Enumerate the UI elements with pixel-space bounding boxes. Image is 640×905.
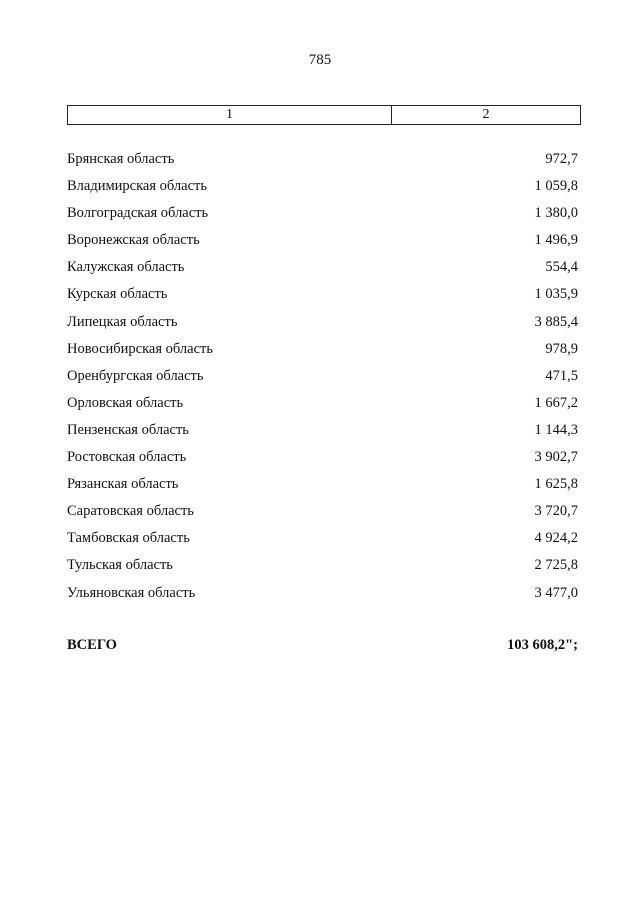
table-row [67,229,578,256]
region-name: Ростовская область [67,449,187,466]
region-name: Оренбургская область [67,367,204,384]
table-header-col2: 2 [482,107,490,122]
region-name: Ульяновская область [67,584,196,601]
region-value: 1 035,9 [534,286,578,303]
region-name: Липецкая область [67,313,178,330]
page-number: 785 [308,52,332,68]
region-value: 1 496,9 [534,232,578,249]
region-list [67,148,578,609]
table-row [67,446,578,473]
total-row [67,637,578,654]
region-name: Рязанская область [67,476,179,493]
table-row [67,256,578,283]
region-name: Брянская область [67,151,175,167]
table-row [67,175,578,202]
region-value: 3 885,4 [534,313,578,330]
region-value: 978,9 [545,340,578,357]
region-value: 1 059,8 [534,178,578,195]
region-name: Тульская область [67,557,173,574]
region-name: Владимирская область [67,178,207,195]
region-value: 3 720,7 [534,503,578,520]
region-value: 4 924,2 [534,530,578,547]
region-value: 1 667,2 [534,394,578,411]
table-header [67,105,581,125]
region-value: 3 477,0 [534,584,578,601]
region-name: Воронежская область [67,232,200,249]
region-value: 1 144,3 [534,421,578,438]
region-name: Пензенская область [67,421,189,438]
region-value: 972,7 [545,151,578,167]
region-value: 471,5 [545,367,578,384]
region-value: 2 725,8 [534,557,578,574]
region-name: Орловская область [67,394,184,411]
total-label: ВСЕГО [67,637,117,653]
table-row [67,554,578,581]
table-row [67,392,578,419]
table-row [67,148,578,175]
region-name: Волгоградская область [67,205,209,222]
table-row [67,338,578,365]
region-name: Курская область [67,286,168,303]
table-row [67,473,578,500]
table-row [67,202,578,229]
table-row [67,527,578,554]
region-value: 1 625,8 [534,476,578,493]
region-value: 3 902,7 [534,449,578,466]
region-name: Саратовская область [67,503,194,520]
table-row [67,365,578,392]
table-row [67,582,578,609]
region-value: 554,4 [545,259,578,276]
region-value: 1 380,0 [534,205,578,222]
total-value: 103 608,2"; [507,637,578,653]
region-name: Калужская область [67,259,185,276]
table-row [67,283,578,310]
table-header-col1: 1 [68,106,392,124]
table-row [67,500,578,527]
region-name: Тамбовская область [67,530,190,547]
region-name: Новосибирская область [67,340,213,357]
table-row [67,419,578,446]
table-row [67,311,578,338]
